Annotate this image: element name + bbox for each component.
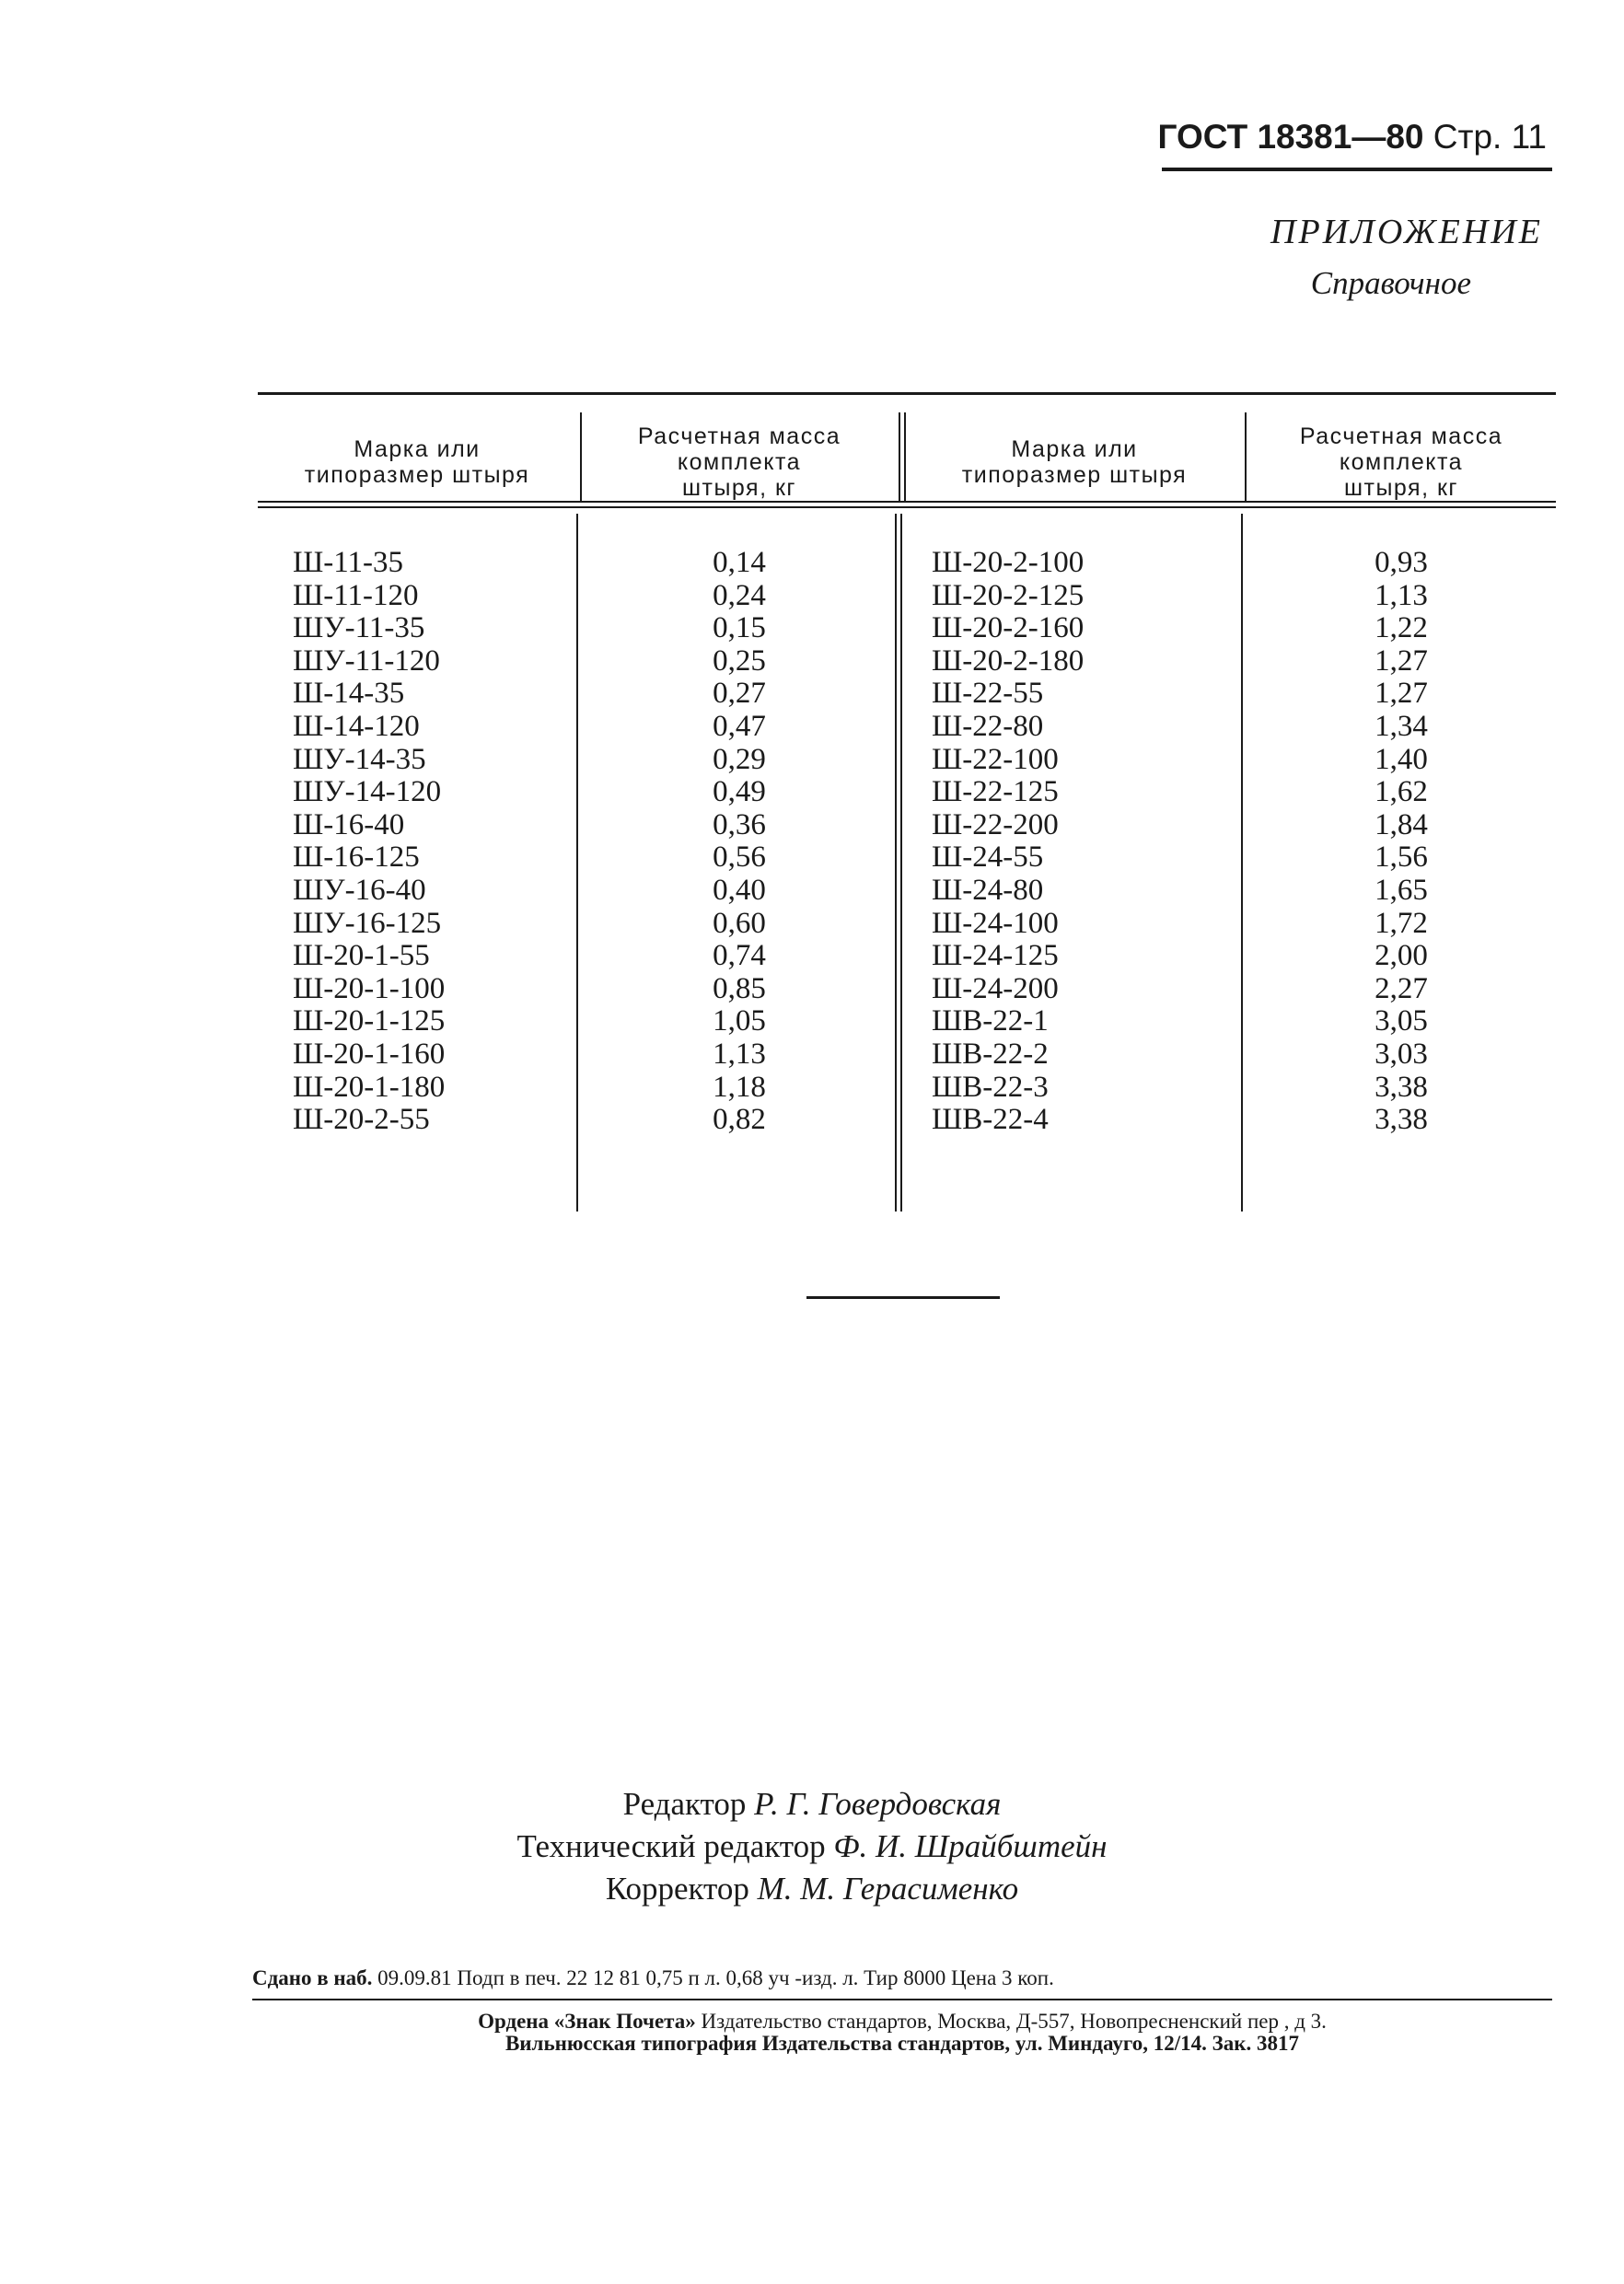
table-cell-mass: 2,00 <box>1375 939 1428 973</box>
editor-role: Редактор <box>622 1786 747 1822</box>
imprint-line-2-text: Издательство стандартов, Москва, Д-557, Новопресненский пер , д 3. <box>701 2010 1327 2033</box>
table-cell-mark: Ш-14-35 <box>293 677 405 711</box>
table-cell-mass: 1,05 <box>713 1004 766 1038</box>
table-cell-mass: 0,24 <box>713 578 766 612</box>
table-cell-mass: 0,56 <box>713 841 766 875</box>
table-cell-mass: 1,13 <box>1375 578 1428 612</box>
table-cell-mark: Ш-20-2-100 <box>932 546 1085 579</box>
column-marks-right <box>932 547 1235 1137</box>
table-cell-mark: Ш-20-2-180 <box>932 643 1085 678</box>
appendix-subtitle: Справочное <box>1310 265 1471 301</box>
col-divider <box>576 514 578 1212</box>
table-cell-mass: 0,82 <box>713 1103 766 1137</box>
col-divider <box>899 412 900 501</box>
table-cell-mark: Ш-20-1-180 <box>293 1070 446 1104</box>
table-cell-mass: 0,49 <box>713 775 766 809</box>
table-cell-mark: Ш-22-100 <box>932 742 1059 776</box>
table-cell-mass: 3,03 <box>1375 1037 1428 1071</box>
proofreader-role: Корректор <box>605 1871 749 1907</box>
column-marks-left <box>293 547 569 1137</box>
table-cell-mass: 0,47 <box>713 709 766 743</box>
table-cell-mark: Ш-11-120 <box>293 578 419 612</box>
appendix-title: ПРИЛОЖЕНИЕ <box>1270 213 1543 251</box>
table-cell-mark: Ш-24-125 <box>932 939 1059 973</box>
table-cell-mass: 3,38 <box>1375 1103 1428 1137</box>
header-mass-right: Расчетная масса комплекта штыря, кг <box>1299 423 1503 501</box>
header-rule <box>1162 168 1552 171</box>
table-cell-mark: Ш-24-80 <box>932 873 1044 907</box>
table-cell-mass: 0,29 <box>713 742 766 776</box>
table-cell-mass: 0,14 <box>713 546 766 579</box>
table-cell-mark: Ш-14-120 <box>293 709 420 743</box>
tech-editor-name: Ф. И. Шрайбштейн <box>833 1828 1108 1864</box>
header-mark-left: Марка или типоразмер штыря <box>304 436 530 488</box>
table-cell-mark: Ш-16-40 <box>293 807 405 841</box>
table-cell-mark: Ш-22-80 <box>932 709 1044 743</box>
standard-number: ГОСТ 18381—80 <box>1157 118 1424 156</box>
imprint-rule <box>252 1999 1552 2000</box>
table-cell-mass: 1,62 <box>1375 775 1428 809</box>
table-cell-mark: ШУ-11-120 <box>293 643 440 678</box>
table-cell-mark: Ш-20-1-160 <box>293 1037 446 1071</box>
imprint-line-1-text: 09.09.81 Подп в печ. 22 12 81 0,75 п л. 0,68 уч -изд. л. Тир 8000 Цена 3 коп. <box>377 1966 1054 1989</box>
imprint-line-1 <box>252 1966 1552 1990</box>
table-cell-mark: ШУ-11-35 <box>293 611 425 645</box>
table-cell-mark: Ш-24-200 <box>932 971 1059 1005</box>
table-cell-mass: 1,13 <box>713 1037 766 1071</box>
table-cell-mass: 1,27 <box>1375 643 1428 678</box>
col-divider <box>900 514 902 1212</box>
header-mass-left: Расчетная масса комплекта штыря, кг <box>637 423 841 501</box>
imprint-block <box>252 2011 1552 2055</box>
table-cell-mark: ШУ-16-125 <box>293 906 442 940</box>
table-cell-mark: ШУ-14-35 <box>293 742 426 776</box>
table-cell-mass: 1,84 <box>1375 807 1428 841</box>
header-mark-right: Марка или типоразмер штыря <box>961 436 1188 488</box>
table-cell-mass: 0,27 <box>713 677 766 711</box>
table-cell-mass: 1,22 <box>1375 611 1428 645</box>
col-divider <box>1241 514 1243 1212</box>
editor-name: Р. Г. Говердовская <box>754 1786 1002 1822</box>
table-cell-mark: ШВ-22-2 <box>932 1037 1049 1071</box>
table-cell-mark: Ш-11-35 <box>293 546 404 579</box>
page-number: Стр. 11 <box>1433 118 1547 156</box>
table-cell-mark: ШВ-22-4 <box>932 1103 1049 1137</box>
table-cell-mark: Ш-20-1-125 <box>293 1004 446 1038</box>
table-cell-mass: 3,38 <box>1375 1070 1428 1104</box>
table-cell-mass: 0,60 <box>713 906 766 940</box>
mass-table <box>258 392 1556 1212</box>
credit-editor <box>0 1786 1624 1823</box>
credit-tech-editor <box>0 1828 1624 1865</box>
table-cell-mass: 0,36 <box>713 807 766 841</box>
table-cell-mass: 1,65 <box>1375 873 1428 907</box>
credit-proofreader <box>0 1871 1624 1907</box>
table-cell-mark: Ш-24-55 <box>932 841 1044 875</box>
table-cell-mark: Ш-22-200 <box>932 807 1059 841</box>
table-cell-mark: Ш-20-2-160 <box>932 611 1085 645</box>
proofreader-name: М. М. Герасименко <box>757 1871 1019 1907</box>
table-cell-mark: Ш-22-125 <box>932 775 1059 809</box>
table-cell-mass: 1,56 <box>1375 841 1428 875</box>
table-cell-mass: 0,74 <box>713 939 766 973</box>
table-cell-mass: 1,34 <box>1375 709 1428 743</box>
section-divider <box>806 1296 1000 1299</box>
table-cell-mass: 1,72 <box>1375 906 1428 940</box>
table-cell-mark: Ш-20-1-100 <box>293 971 446 1005</box>
table-cell-mark: Ш-20-2-125 <box>932 578 1085 612</box>
table-cell-mass: 0,15 <box>713 611 766 645</box>
table-cell-mark: Ш-20-2-55 <box>293 1103 430 1137</box>
table-cell-mass: 0,85 <box>713 971 766 1005</box>
table-cell-mark: ШУ-14-120 <box>293 775 442 809</box>
tech-editor-role: Технический редактор <box>516 1828 826 1864</box>
table-cell-mass: 0,40 <box>713 873 766 907</box>
table-cell-mark: Ш-24-100 <box>932 906 1059 940</box>
imprint-line-1-lead: Сдано в наб. <box>252 1966 373 1989</box>
table-cell-mass: 1,18 <box>713 1070 766 1104</box>
imprint-line-2-lead: Ордена «Знак Почета» <box>478 2010 696 2033</box>
column-masses-left <box>582 547 897 1137</box>
table-cell-mark: ШУ-16-40 <box>293 873 426 907</box>
imprint-line-2 <box>252 2011 1552 2033</box>
table-cell-mass: 1,27 <box>1375 677 1428 711</box>
column-masses-right <box>1247 547 1556 1137</box>
table-cell-mark: Ш-16-125 <box>293 841 420 875</box>
page-header <box>1158 118 1548 157</box>
table-top-rule <box>258 392 1556 395</box>
table-cell-mass: 3,05 <box>1375 1004 1428 1038</box>
table-cell-mass: 1,40 <box>1375 742 1428 776</box>
table-cell-mark: ШВ-22-3 <box>932 1070 1049 1104</box>
table-cell-mass: 0,25 <box>713 643 766 678</box>
table-cell-mass: 0,93 <box>1375 546 1428 579</box>
imprint-line-3: Вильнюсская типография Издательства стандартов, ул. Миндауго, 12/14. Зак. 3817 <box>505 2032 1300 2055</box>
table-cell-mark: Ш-20-1-55 <box>293 939 430 973</box>
table-cell-mark: Ш-22-55 <box>932 677 1044 711</box>
table-cell-mark: ШВ-22-1 <box>932 1004 1049 1038</box>
table-cell-mass: 2,27 <box>1375 971 1428 1005</box>
